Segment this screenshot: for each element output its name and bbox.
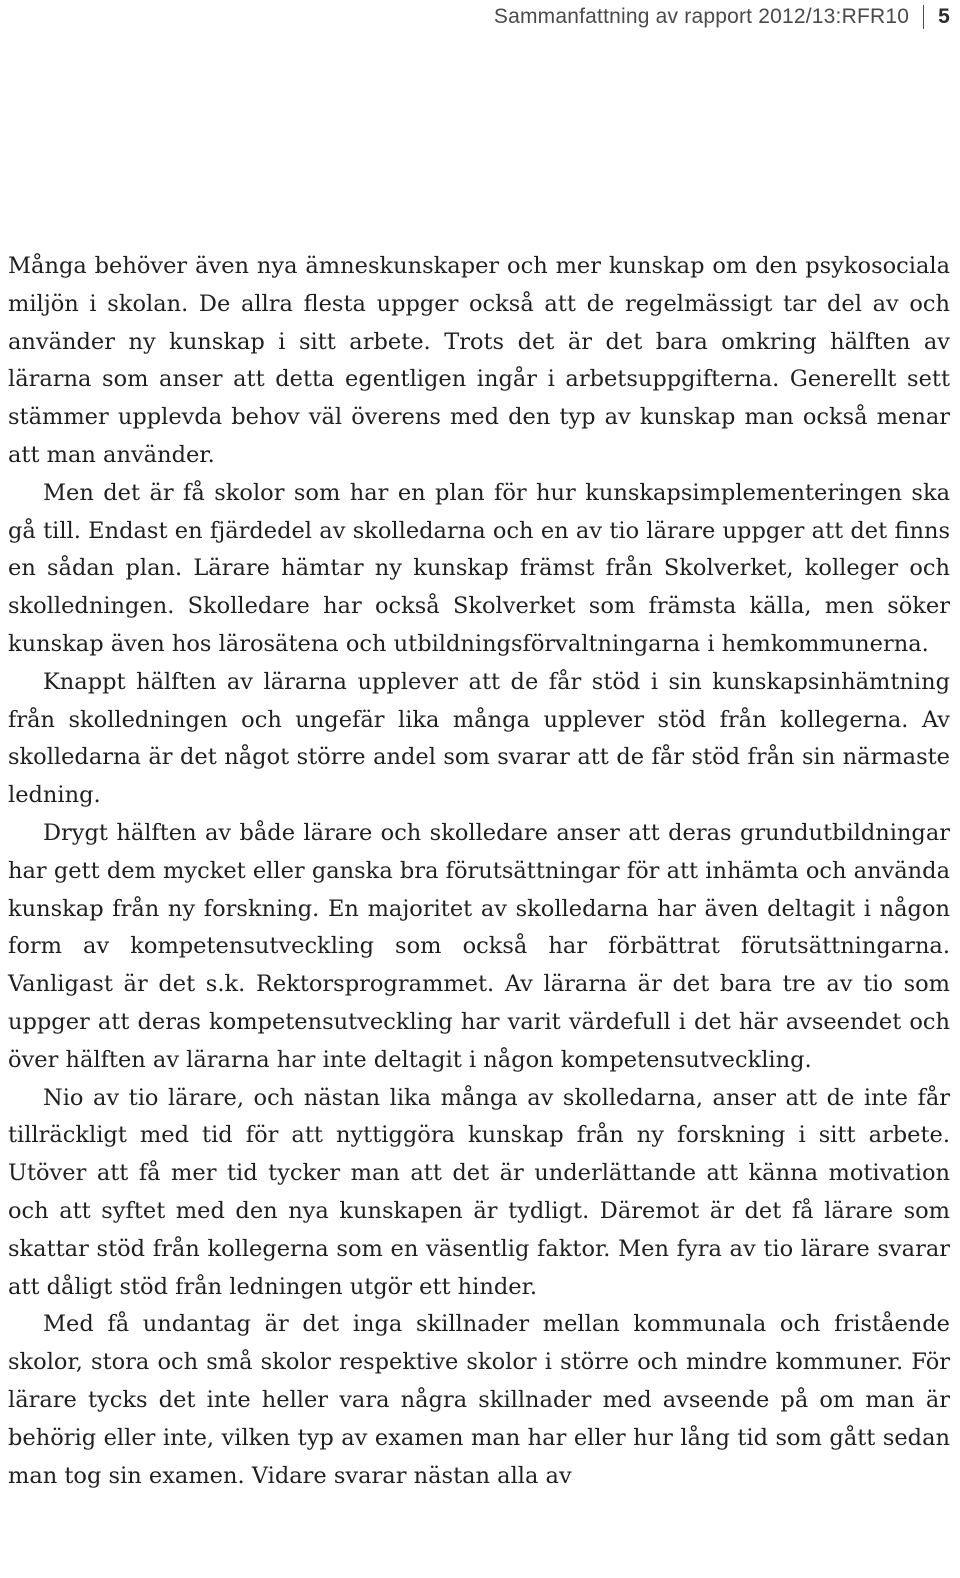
paragraph: Många behöver även nya ämneskunskaper och mer kunskap om den psykosociala miljön i skolan. De allra flesta uppger också att de regelmässigt tar del av och använder ny kunskap i sitt arbete. Trots det är det bara omkring hälften av lärarna som anser att detta egentligen ingår i arbetsuppgifterna. Generellt sett stämmer upplevda behov väl överens med den typ av kunskap man också menar att man använder.: [8, 253, 950, 468]
running-header: [0, 0, 960, 34]
paragraph: Men det är få skolor som har en plan för hur kunskapsimplementeringen ska gå till. Endast en fjärdedel av skolledarna och en av tio lärare uppger att det finns en sådan plan. Lärare hämtar ny kunskap främst från Skolverket, kolleger och skolledningen. Skolledare har också Skolverket som främsta källa, men söker kunskap även hos lärosätena och utbildningsförvaltningarna i hemkommunerna.: [8, 479, 950, 657]
paragraph: Nio av tio lärare, och nästan lika många av skolledarna, anser att de inte får tillräckligt med tid för att nyttiggöra kunskap från ny forskning i sitt arbete. Utöver att få mer tid tycker man att det är underlättande att känna motivation och att syftet med den nya kunskapen är tydligt. Däremot är det få lärare som skattar stöd från kollegerna som en väsentlig faktor. Men fyra av tio lärare svarar att dåligt stöd från ledningen utgör ett hinder.: [8, 1084, 950, 1300]
body-text: [8, 248, 950, 1495]
paragraph: Med få undantag är det inga skillnader mellan kommunala och fristående skolor, stora och små skolor respektive skolor i större och mindre kommuner. För lärare tycks det inte heller vara några skillnader med avseende på om man är behörig eller inte, vilken typ av examen man har eller hur lång tid som gått sedan man tog sin examen. Vidare svarar nästan alla av: [8, 1311, 950, 1489]
header-divider: [923, 5, 924, 29]
paragraph: Drygt hälften av både lärare och skolledare anser att deras grundutbildningar har gett dem mycket eller ganska bra förutsättningar för att inhämta och använda kunskap från ny forskning. En majoritet av skolledarna har även deltagit i någon form av kompetensutveckling som också har förbättrat förutsättningarna. Vanligast är det s.k. Rektorsprogrammet. Av lärarna är det bara tre av tio som uppger att deras kompetensutveckling har varit värdefull i det här avseendet och över hälften av lärarna har inte deltagit i någon kompetensutveckling.: [8, 819, 950, 1073]
report-title: Sammanfattning av rapport 2012/13:RFR10: [493, 5, 910, 28]
paragraph: Knappt hälften av lärarna upplever att de får stöd i sin kunskapsinhämtning från skolledningen och ungefär lika många upplever stöd från kollegerna. Av skolledarna är det något större andel som svarar att de får stöd från sin närmaste ledning.: [8, 668, 950, 809]
page-number: 5: [938, 5, 950, 28]
